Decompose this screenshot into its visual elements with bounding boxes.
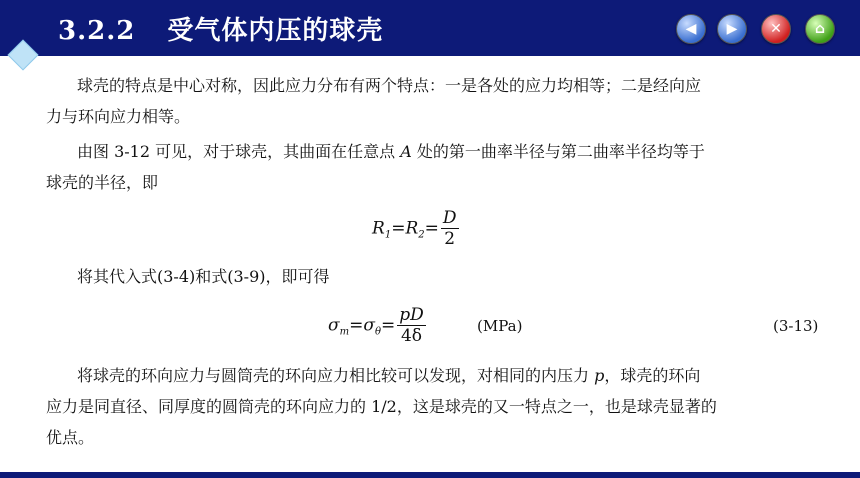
page-title (58, 10, 383, 47)
p1-line1: 球壳的特点是中心对称，因此应力分布有两个特点：一是各处的应力均相等；二是经向应 (77, 76, 702, 95)
point-a: A (400, 142, 412, 161)
eq1-r1-sub: 1 (384, 229, 392, 241)
equation-2 (328, 305, 428, 346)
eq2-denominator: 4δ (400, 326, 423, 346)
eq2-sigma-theta: σ (363, 315, 375, 336)
eq2-fraction (397, 305, 426, 346)
equation-1 (372, 208, 461, 249)
paragraph-1 (46, 70, 830, 132)
eq1-r2: R (405, 218, 419, 239)
eq1-r2-sub: 2 (418, 229, 425, 241)
p4-line1-a: 将球壳的环向应力与圆筒壳的环向应力相比较可以发现，对相同的内压力 (77, 366, 595, 385)
footer-bar (0, 472, 860, 478)
eq2-numerator: pD (399, 305, 424, 325)
close-button[interactable] (761, 14, 791, 44)
home-icon: ⌂ (814, 21, 826, 37)
eq1-equals-1: = (391, 218, 406, 239)
eq2-sigma-theta-sub: θ (374, 326, 381, 338)
pressure-p: p (594, 366, 605, 385)
p4-line1-b: ，球壳的环向 (604, 366, 701, 385)
arrow-left-icon: ◀ (685, 21, 697, 37)
next-button[interactable] (717, 14, 747, 44)
section-title: 受气体内压的球壳 (167, 16, 384, 46)
close-icon: ✕ (770, 21, 782, 37)
eq1-r1: R (372, 218, 385, 239)
prev-button[interactable] (676, 14, 706, 44)
header-bar (0, 0, 860, 56)
paragraph-3: 将其代入式(3-4)和式(3-9)，即可得 (77, 267, 330, 286)
eq1-denominator: 2 (444, 229, 456, 249)
eq2-unit: (MPa) (477, 317, 523, 335)
paragraph-4 (46, 360, 830, 453)
eq2-equals-2: = (380, 315, 396, 336)
p4-line2: 应力是同直径、同厚度的圆筒壳的环向应力的 1/2，这是球壳的又一特点之一，也是球壳显著的 (46, 397, 717, 416)
eq2-number: (3-13) (773, 317, 819, 335)
p4-line3: 优点。 (46, 428, 95, 447)
home-button[interactable] (805, 14, 835, 44)
eq2-sigma-m-sub: m (339, 326, 350, 338)
p2-line1-b: 处的第一曲率半径与第二曲率半径均等于 (411, 142, 705, 161)
eq2-equals-1: = (349, 315, 364, 336)
eq1-numerator: D (442, 208, 457, 228)
eq1-fraction (441, 208, 459, 249)
p2-line1-a: 由图 3-12 可见，对于球壳，其曲面在任意点 (77, 142, 401, 161)
p1-line2: 力与环向应力相等。 (46, 107, 191, 126)
arrow-right-icon: ▶ (726, 21, 738, 37)
eq2-sigma-m: σ (328, 315, 340, 336)
eq1-equals-2: = (424, 218, 439, 239)
paragraph-2 (46, 136, 830, 198)
p2-line2: 球壳的半径，即 (46, 173, 159, 192)
section-number: 3.2.2 (58, 16, 136, 46)
